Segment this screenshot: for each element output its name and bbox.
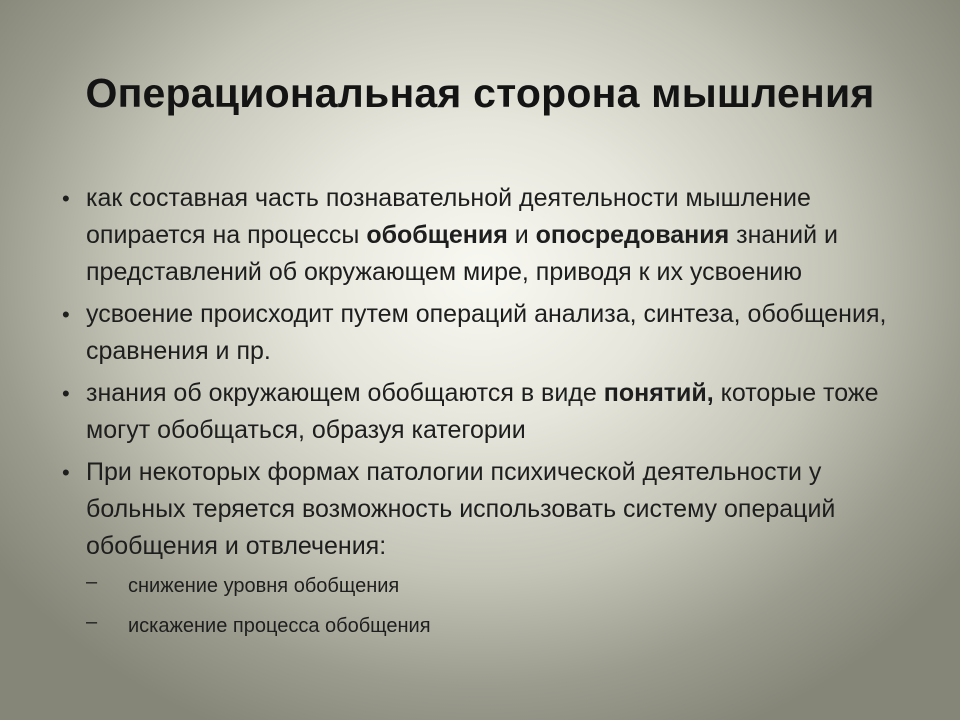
bullet-item-4 — [62, 454, 902, 641]
sub-item-1 — [86, 571, 902, 601]
bullet-dot-icon: • — [62, 186, 70, 211]
bullet-dot-icon: • — [62, 381, 70, 406]
dash-icon: – — [86, 571, 98, 593]
bullet-list — [62, 180, 902, 651]
sub-item-text: искажение процесса обобщения — [128, 615, 431, 637]
bullet-text: как составная часть познавательной деятельности мышление опирается на процессы — [86, 184, 811, 249]
bullet-text: знаний и представлений об окружающем мире, приводя к их усвоению — [86, 221, 838, 286]
dash-icon: – — [86, 611, 98, 633]
emphasis-text: понятий, — [603, 379, 714, 407]
bullet-text: При некоторых формах патологии психической деятельности у больных теряется возможность использовать систему операций обобщения и отвлечения: — [86, 458, 836, 560]
bullet-dot-icon: • — [62, 302, 70, 327]
bullet-text: знания об окружающем обобщаются в виде — [86, 379, 604, 407]
bullet-item-1 — [62, 180, 902, 291]
sub-item-text: снижение уровня обобщения — [128, 575, 400, 597]
bullet-text: которые тоже могут обобщаться, образуя категории — [86, 379, 879, 444]
bullet-text: и — [507, 221, 536, 249]
bullet-dot-icon: • — [62, 460, 70, 485]
emphasis-text: обобщения — [366, 221, 508, 249]
slide-title: Операциональная сторона мышления — [85, 70, 875, 116]
bullet-item-2 — [62, 296, 902, 370]
emphasis-text: опосредования — [535, 221, 730, 249]
bullet-item-3 — [62, 375, 902, 449]
bullet-text: усвоение происходит путем операций анализа, синтеза, обобщения, сравнения и пр. — [86, 300, 887, 365]
sub-item-2 — [86, 611, 902, 641]
sub-list — [86, 571, 902, 641]
